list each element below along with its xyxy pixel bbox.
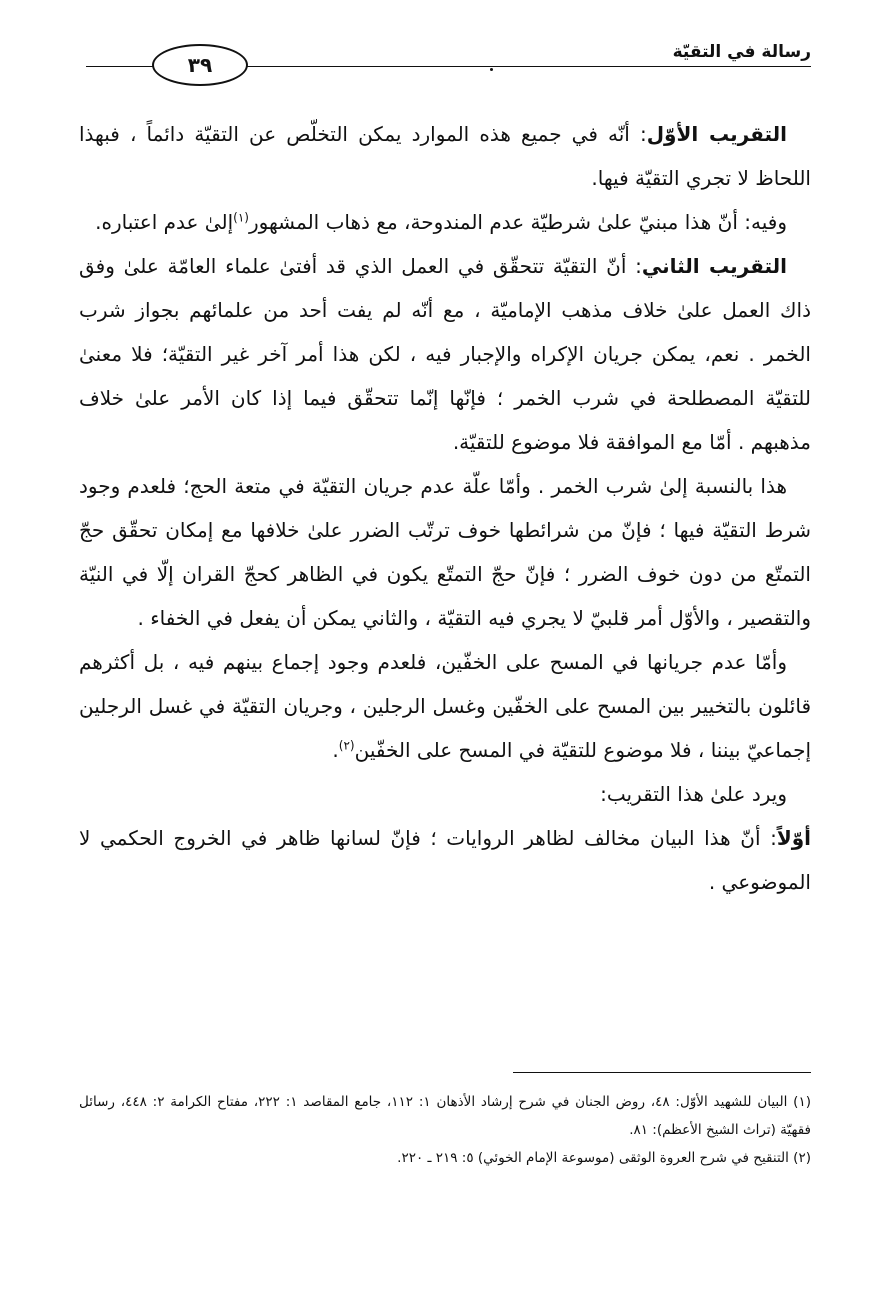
footnote-rule (513, 1072, 811, 1073)
paragraph-text: وفيه: أنّ هذا مبنيّ علىٰ شرطيّة عدم المندوحة، مع ذهاب المشهور (248, 210, 787, 234)
footnotes (79, 1088, 811, 1172)
header-dot (490, 68, 493, 71)
paragraph-text: ويرد علىٰ هذا التقريب: (600, 782, 787, 806)
paragraph-text: إلىٰ عدم اعتباره. (95, 210, 234, 234)
paragraph-text: : أنّ التقيّة تتحقّق في العمل الذي قد أفتىٰ علماء العامّة علىٰ وفق ذاك العمل علىٰ خلاف مذهب الإماميّة ، مع أنّه لم يفت أحد من علمائهم بجواز شرب الخمر . نعم، يمكن جريان الإكراه والإجبار فيه ، لكن هذا أمر آخر غير التقيّة؛ فلا معنىٰ للتقيّة المصطلحة في شرب الخمر ؛ فإنّها إنّما تتحقّق فيما إذا كان الأمر علىٰ خلاف مذهبهم . أمّا مع الموافقة فلا موضوع للتقيّة. (79, 254, 811, 454)
paragraph-1 (79, 112, 811, 200)
paragraph-7 (79, 816, 811, 904)
page-number: ٣٩ (152, 44, 248, 86)
paragraph-text: هذا بالنسبة إلىٰ شرب الخمر . وأمّا علّة عدم جريان التقيّة في متعة الحج؛ فلعدم وجود شرط التقيّة فيها ؛ فإنّ من شرائطها خوف ترتّب الضرر علىٰ خلافها مع إمكان تحقّق حجّ التمتّع من دون خوف الضرر ؛ فإنّ حجّ التمتّع يكون في الظاهر كحجّ القران إلّا في النيّة والتقصير ، والأوّل أمر قلبيّ لا يجري فيه التقيّة ، والثاني يمكن أن يفعل في الخفاء . (79, 474, 811, 630)
running-title: رسالة في التقيّة (672, 42, 811, 62)
paragraph-6 (79, 772, 811, 816)
page-header (86, 38, 811, 80)
paragraph-text: : أنّ هذا البيان مخالف لظاهر الروايات ؛ فإنّ لسانها ظاهر في الخروج الحكمي لا الموضوعي . (79, 826, 811, 894)
paragraph-text: وأمّا عدم جريانها في المسح على الخفّين، فلعدم وجود إجماع بينهم فيه ، بل أكثرهم قائلون بالتخيير بين المسح على الخفّين وغسل الرجلين ، وجريان التقيّة في غسل الرجلين إجماعيّ بيننا ، فلا موضوع للتقيّة في المسح على الخفّين (79, 650, 811, 762)
paragraph-3 (79, 244, 811, 464)
footnote-1: (١) البيان للشهيد الأوّل: ٤٨، روض الجنان في شرح إرشاد الأذهان ١: ١١٢، جامع المقاصد ١: ٢٢٢، مفتاح الكرامة ٢: ٤٤٨، رسائل فقهيّة (تراث الشيخ الأعظم): ٨١. (79, 1094, 811, 1138)
footnote-ref: (١) (233, 210, 249, 225)
footnote-2: (٢) التنقيح في شرح العروة الوثقى (موسوعة الإمام الخوئي) ٥: ٢١٩ ـ ٢٢٠. (397, 1150, 811, 1166)
paragraph-2 (79, 200, 811, 244)
paragraph-4 (79, 464, 811, 640)
paragraph-text: : أنّه في جميع هذه الموارد يمكن التخلّص عن التقيّة دائماً ، فبهذا اللحاظ لا تجري التقيّة فيها. (79, 122, 811, 190)
paragraph-end: . (332, 738, 339, 762)
footnote-ref: (٢) (338, 738, 355, 753)
paragraph-lead: التقريب الثاني (641, 254, 787, 278)
paragraph-lead: أوّلاً (776, 826, 811, 850)
body-text (79, 112, 811, 904)
paragraph-5 (79, 640, 811, 772)
paragraph-lead: التقريب الأوّل (646, 122, 787, 146)
